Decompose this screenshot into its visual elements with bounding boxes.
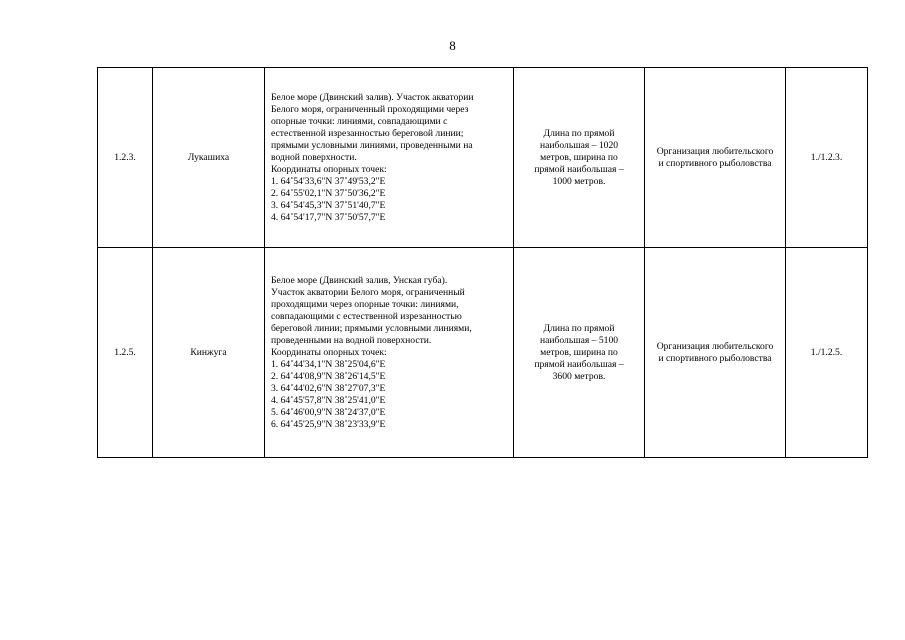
area-number: 1.2.5.	[98, 248, 153, 458]
description-line: прямыми условными линиями, проведенными на	[271, 139, 473, 151]
coordinate-item: 2. 64˚55'02,1"N 37˚50'36,2"E	[271, 187, 386, 199]
description-line: естественной изрезанностью береговой линии;	[271, 127, 464, 139]
area-description	[265, 68, 514, 248]
description-line: совпадающими с естественной изрезанностью	[271, 310, 462, 322]
area-purpose: Организация любительского и спортивного рыболовства	[645, 68, 786, 248]
description-line: водной поверхности.	[271, 151, 357, 163]
coordinate-item: 1. 64˚44'34,1"N 38˚25'04,6"E	[271, 358, 386, 370]
area-name: Кинжуга	[153, 248, 265, 458]
area-name: Лукашиха	[153, 68, 265, 248]
coordinate-item: 2. 64˚44'08,9"N 38˚26'14,5"E	[271, 370, 386, 382]
table-row	[98, 248, 868, 458]
coordinate-item: 4. 64˚54'17,7"N 37˚50'57,7"E	[271, 211, 386, 223]
coordinates-list	[271, 359, 505, 431]
area-size: Длина по прямой наибольшая – 1020 метров, ширина по прямой наибольшая – 1000 метров.	[514, 68, 645, 248]
coordinate-item: 3. 64˚54'45,3"N 37˚51'40,7"E	[271, 199, 386, 211]
area-code: 1./1.2.3.	[786, 68, 868, 248]
description-line: опорные точки: линиями, совпадающими с	[271, 115, 448, 127]
description-line: проведенными на водной поверхности.	[271, 334, 432, 346]
coordinate-item: 4. 64˚45'57,8"N 38˚25'41,0"E	[271, 394, 386, 406]
coordinate-item: 3. 64˚44'02,6"N 38˚27'07,3"E	[271, 382, 386, 394]
description-line: проходящими через опорные точки: линиями,	[271, 298, 459, 310]
description-line: Белое море (Двинский залив, Унская губа).	[271, 274, 448, 286]
coordinate-item: 6. 64˚45'25,9"N 38˚23'33,9"E	[271, 418, 386, 430]
fishing-areas-table	[97, 67, 868, 458]
area-number: 1.2.3.	[98, 68, 153, 248]
area-code: 1./1.2.5.	[786, 248, 868, 458]
area-size: Длина по прямой наибольшая – 5100 метров, ширина по прямой наибольшая – 3600 метров.	[514, 248, 645, 458]
description-line: Белое море (Двинский залив). Участок акватории	[271, 91, 474, 103]
coordinate-item: 5. 64˚46'00,9"N 38˚24'37,0"E	[271, 406, 386, 418]
area-purpose: Организация любительского и спортивного рыболовства	[645, 248, 786, 458]
coordinate-item: 1. 64˚54'33,6"N 37˚49'53,2"E	[271, 175, 386, 187]
description-line: береговой линии; прямыми условными линиями,	[271, 322, 472, 334]
coordinates-label: Координаты опорных точек:	[271, 163, 387, 175]
description-line: Участок акватории Белого моря, ограниченный	[271, 286, 465, 298]
area-description	[265, 248, 514, 458]
description-line: Белого моря, ограниченный проходящими через	[271, 103, 469, 115]
table-row	[98, 68, 868, 248]
coordinates-list	[271, 176, 505, 224]
page-number: 8	[449, 38, 456, 53]
coordinates-label: Координаты опорных точек:	[271, 346, 387, 358]
